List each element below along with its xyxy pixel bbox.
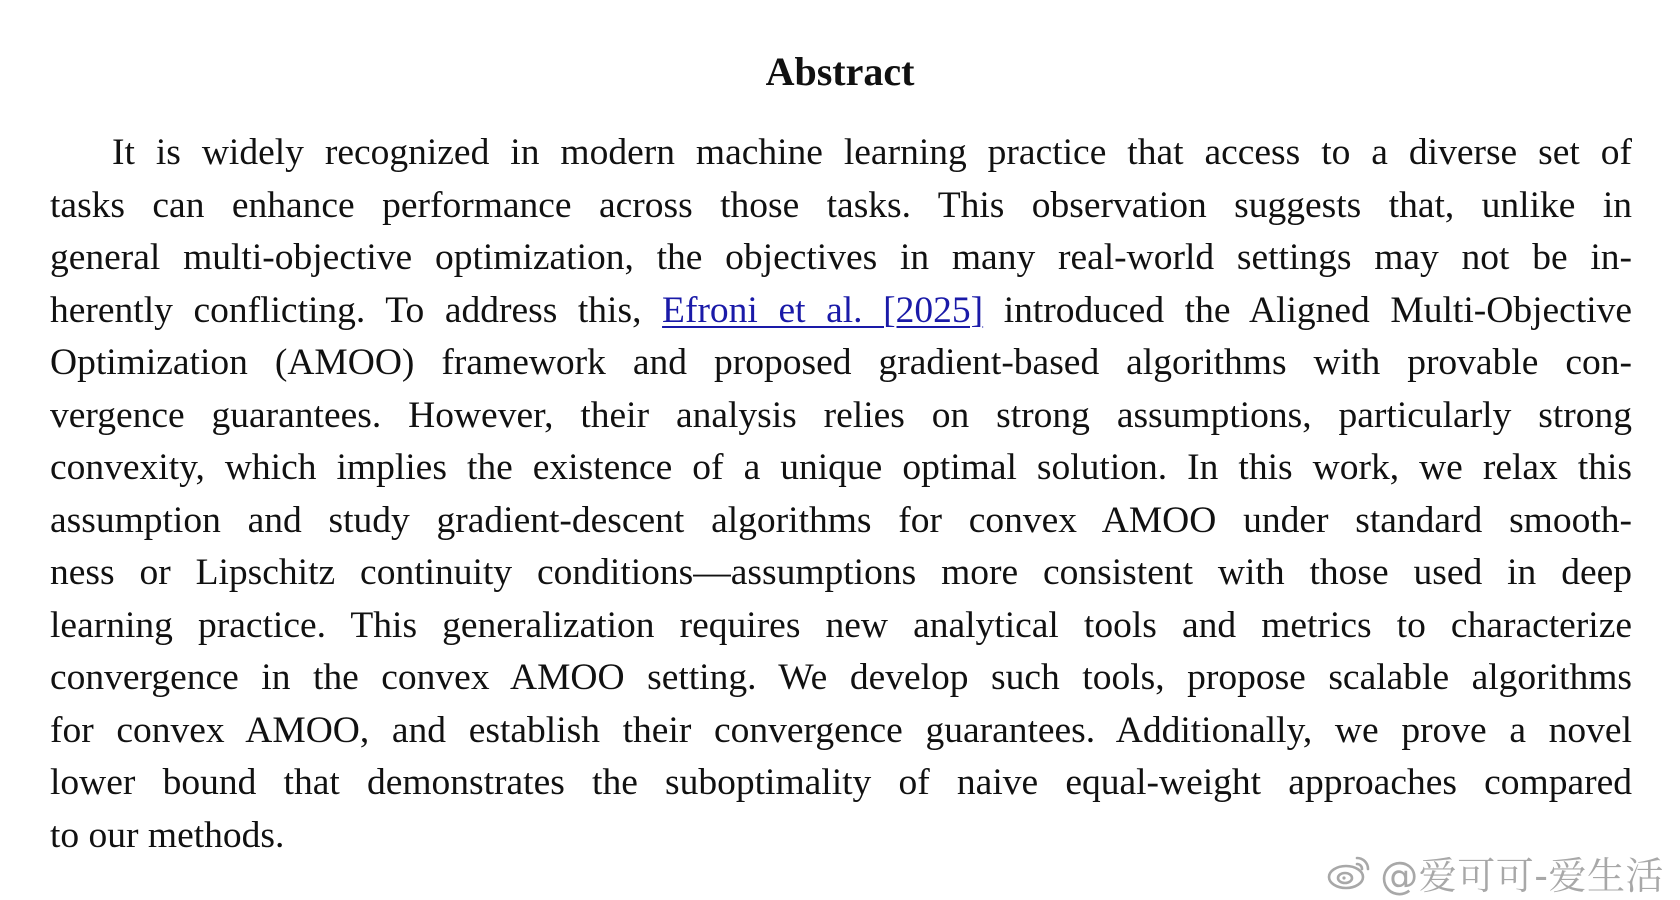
abstract-line: It is widely recognized in modern machine learning practice that access to a diverse set of (112, 132, 1632, 173)
watermark (1326, 850, 1664, 898)
citation-link[interactable]: Efroni et al. [2025] (662, 289, 984, 331)
abstract-line: for convex AMOO, and establish their convergence guarantees. Additionally, we prove a novel (50, 709, 1632, 751)
abstract-line: lower bound that demonstrates the suboptimality of naive equal-weight approaches compared (50, 762, 1632, 803)
abstract-line: vergence guarantees. However, their analysis relies on strong assumptions, particularly strong (50, 394, 1632, 436)
abstract-line: Optimization (AMOO) framework and proposed gradient-based algorithms with provable con- (50, 342, 1632, 383)
abstract-line: tasks can enhance performance across those tasks. This observation suggests that, unlike in (50, 184, 1632, 226)
abstract-text-fragment: introduced the Aligned Multi-Objective (1003, 289, 1633, 331)
abstract-line: convergence in the convex AMOO setting. We develop such tools, propose scalable algorithms (50, 657, 1632, 698)
watermark-text: @爱可可-爱生活 (1380, 853, 1664, 898)
abstract-text-fragment: herently conflicting. To address this, (50, 289, 642, 331)
abstract-line: ness or Lipschitz continuity conditions—assumptions more consistent with those used in deep (50, 552, 1632, 593)
abstract-line: convexity, which implies the existence of a unique optimal solution. In this work, we relax this (50, 447, 1632, 488)
abstract-heading: Abstract (765, 49, 915, 94)
abstract-body (50, 127, 1632, 862)
abstract-line: assumption and study gradient-descent algorithms for convex AMOO under standard smooth- (50, 499, 1632, 541)
abstract-line: learning practice. This generalization requires new analytical tools and metrics to characterize (50, 604, 1632, 646)
abstract-line: to our methods. (50, 814, 285, 856)
abstract-line: general multi-objective optimization, the objectives in many real-world settings may not be in- (50, 237, 1632, 278)
weibo-icon (1326, 852, 1374, 892)
abstract-line-with-citation (50, 285, 1632, 338)
